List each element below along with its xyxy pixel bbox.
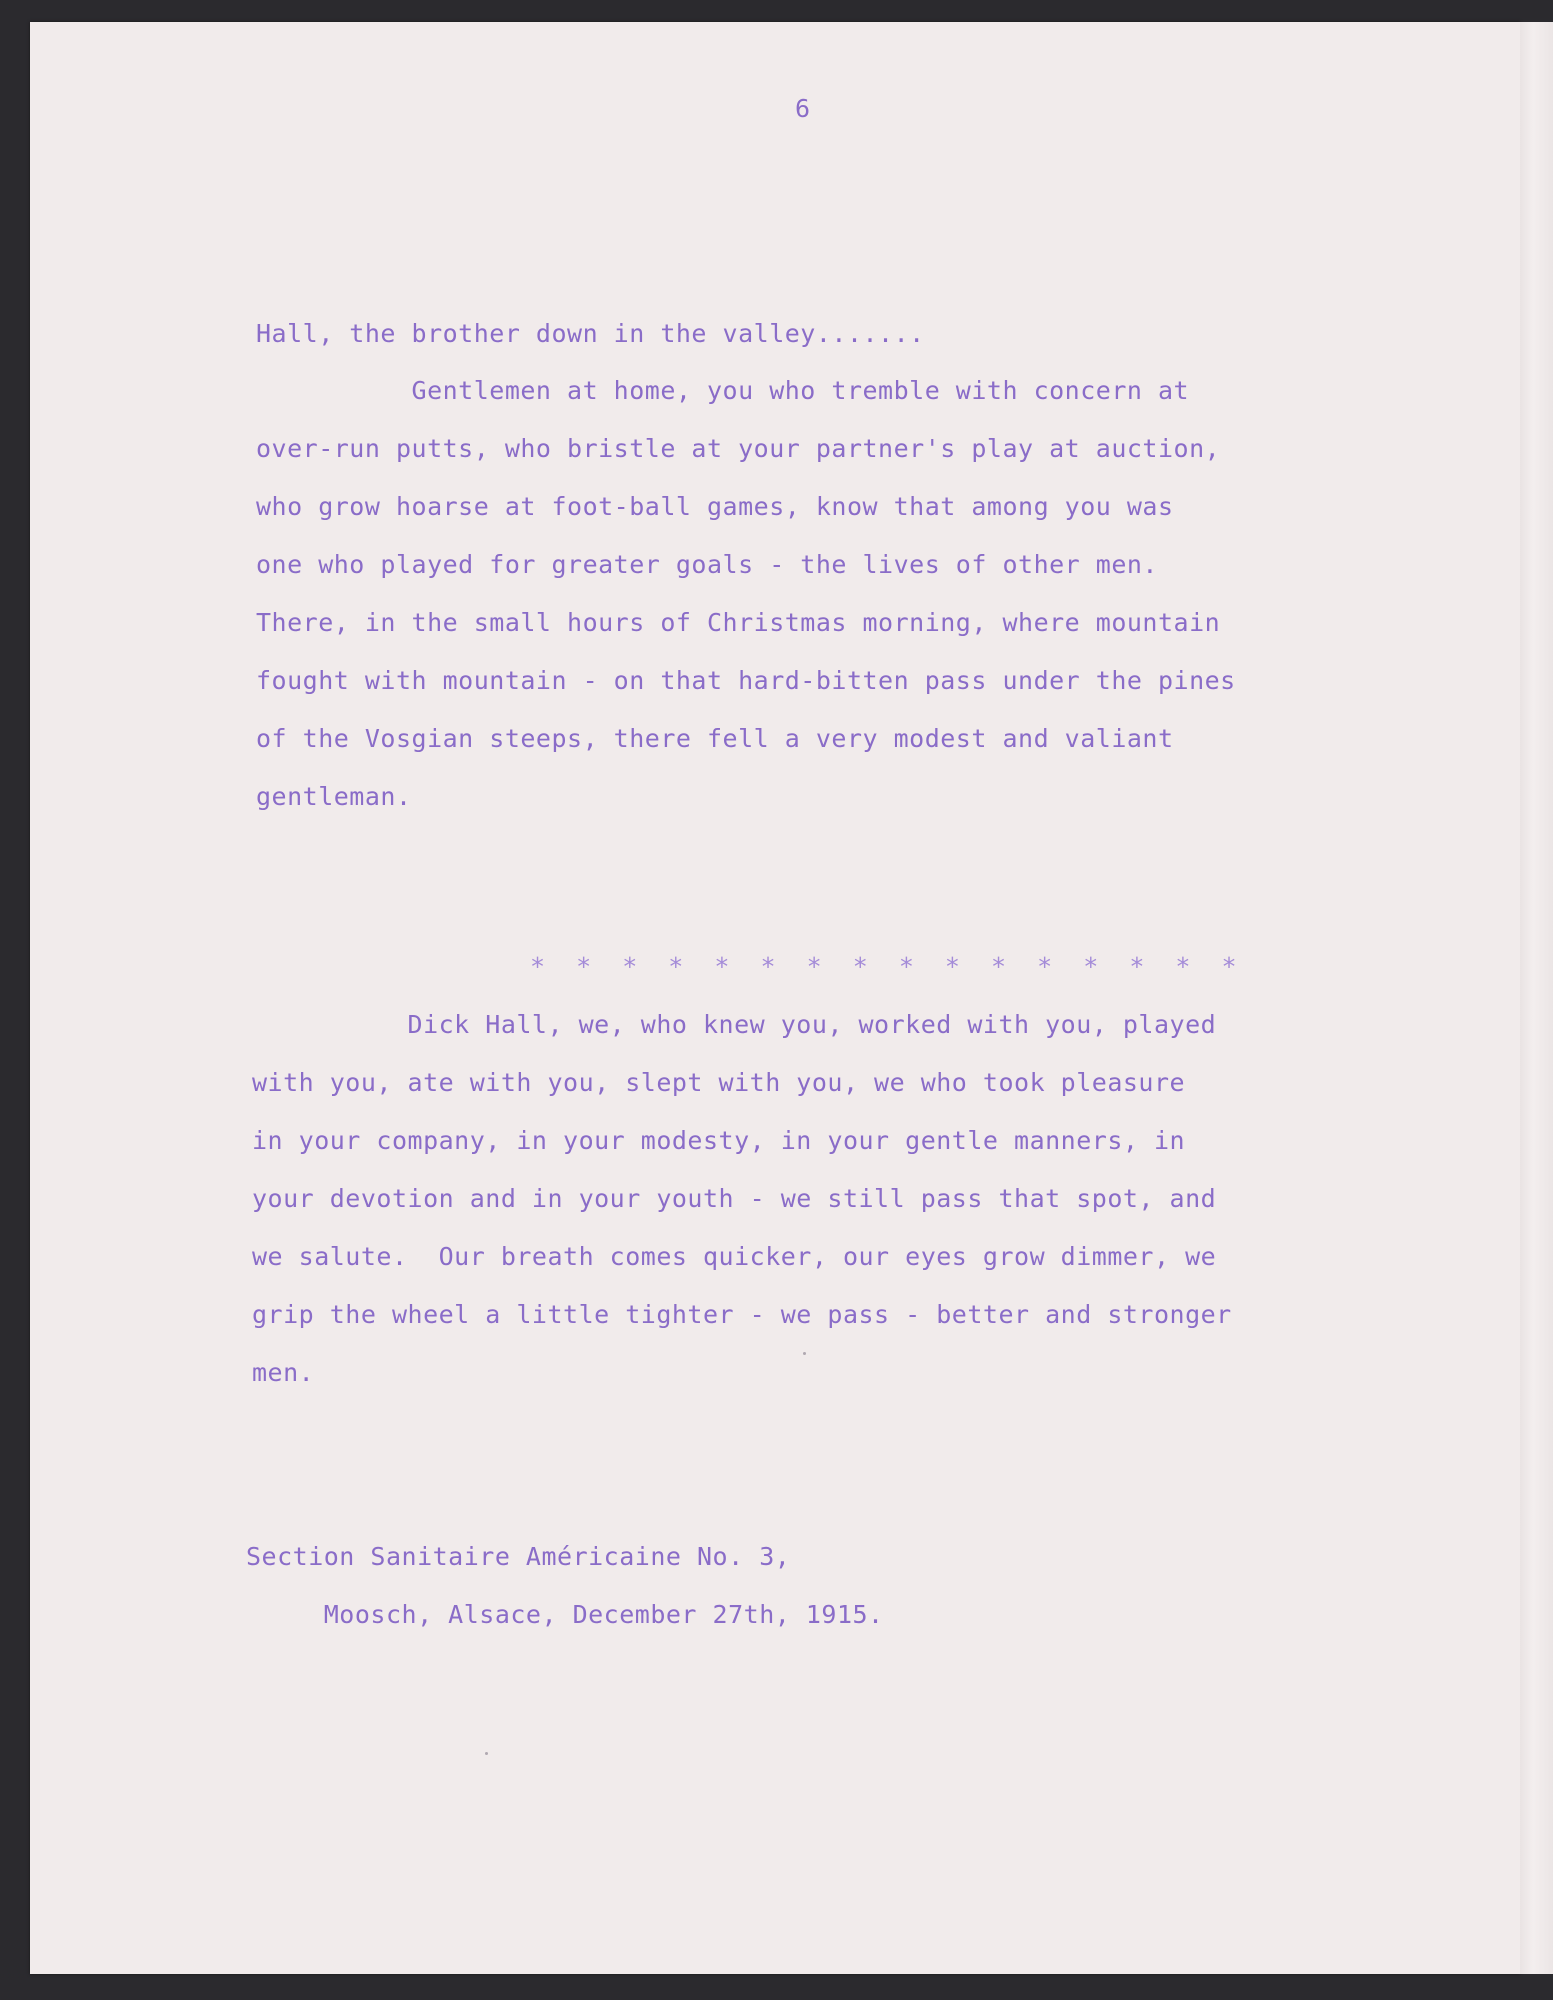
page-number: 6 bbox=[795, 94, 811, 123]
paragraph-line: Hall, the brother down in the valley....... bbox=[256, 319, 925, 348]
paragraph-line: Gentlemen at home, you who tremble with concern at bbox=[256, 376, 1190, 405]
paragraph-line: There, in the small hours of Christmas morning, where mountain bbox=[256, 608, 1221, 637]
signature-line: Section Sanitaire Américaine No. 3, bbox=[246, 1542, 791, 1571]
paragraph-line: over-run putts, who bristle at your partner's play at auction, bbox=[256, 434, 1221, 463]
paragraph-line: grip the wheel a little tighter - we pass - better and stronger bbox=[252, 1300, 1232, 1329]
paragraph-line: one who played for greater goals - the lives of other men. bbox=[256, 550, 1158, 579]
paragraph-line: men. bbox=[252, 1358, 315, 1387]
paragraph-line: who grow hoarse at foot-ball games, know that among you was bbox=[256, 492, 1174, 521]
paragraph-line: your devotion and in your youth - we still pass that spot, and bbox=[252, 1184, 1217, 1213]
page-fold bbox=[1520, 22, 1553, 1974]
signature-line: Moosch, Alsace, December 27th, 1915. bbox=[246, 1600, 884, 1629]
paragraph-line: fought with mountain - on that hard-bitten pass under the pines bbox=[256, 666, 1236, 695]
paragraph-line: gentleman. bbox=[256, 782, 412, 811]
paragraph-line: of the Vosgian steeps, there fell a very modest and valiant bbox=[256, 724, 1174, 753]
paper-speck bbox=[803, 1352, 806, 1355]
paragraph-line: we salute. Our breath comes quicker, our eyes grow dimmer, we bbox=[252, 1242, 1217, 1271]
paragraph-line: with you, ate with you, slept with you, we who took pleasure bbox=[252, 1068, 1186, 1097]
section-separator: * * * * * * * * * * * * * * * * bbox=[530, 952, 1245, 981]
typewritten-page bbox=[30, 22, 1520, 1974]
paragraph-line: Dick Hall, we, who knew you, worked with you, played bbox=[252, 1010, 1217, 1039]
paper-speck bbox=[485, 1752, 488, 1755]
paragraph-line: in your company, in your modesty, in your gentle manners, in bbox=[252, 1126, 1186, 1155]
